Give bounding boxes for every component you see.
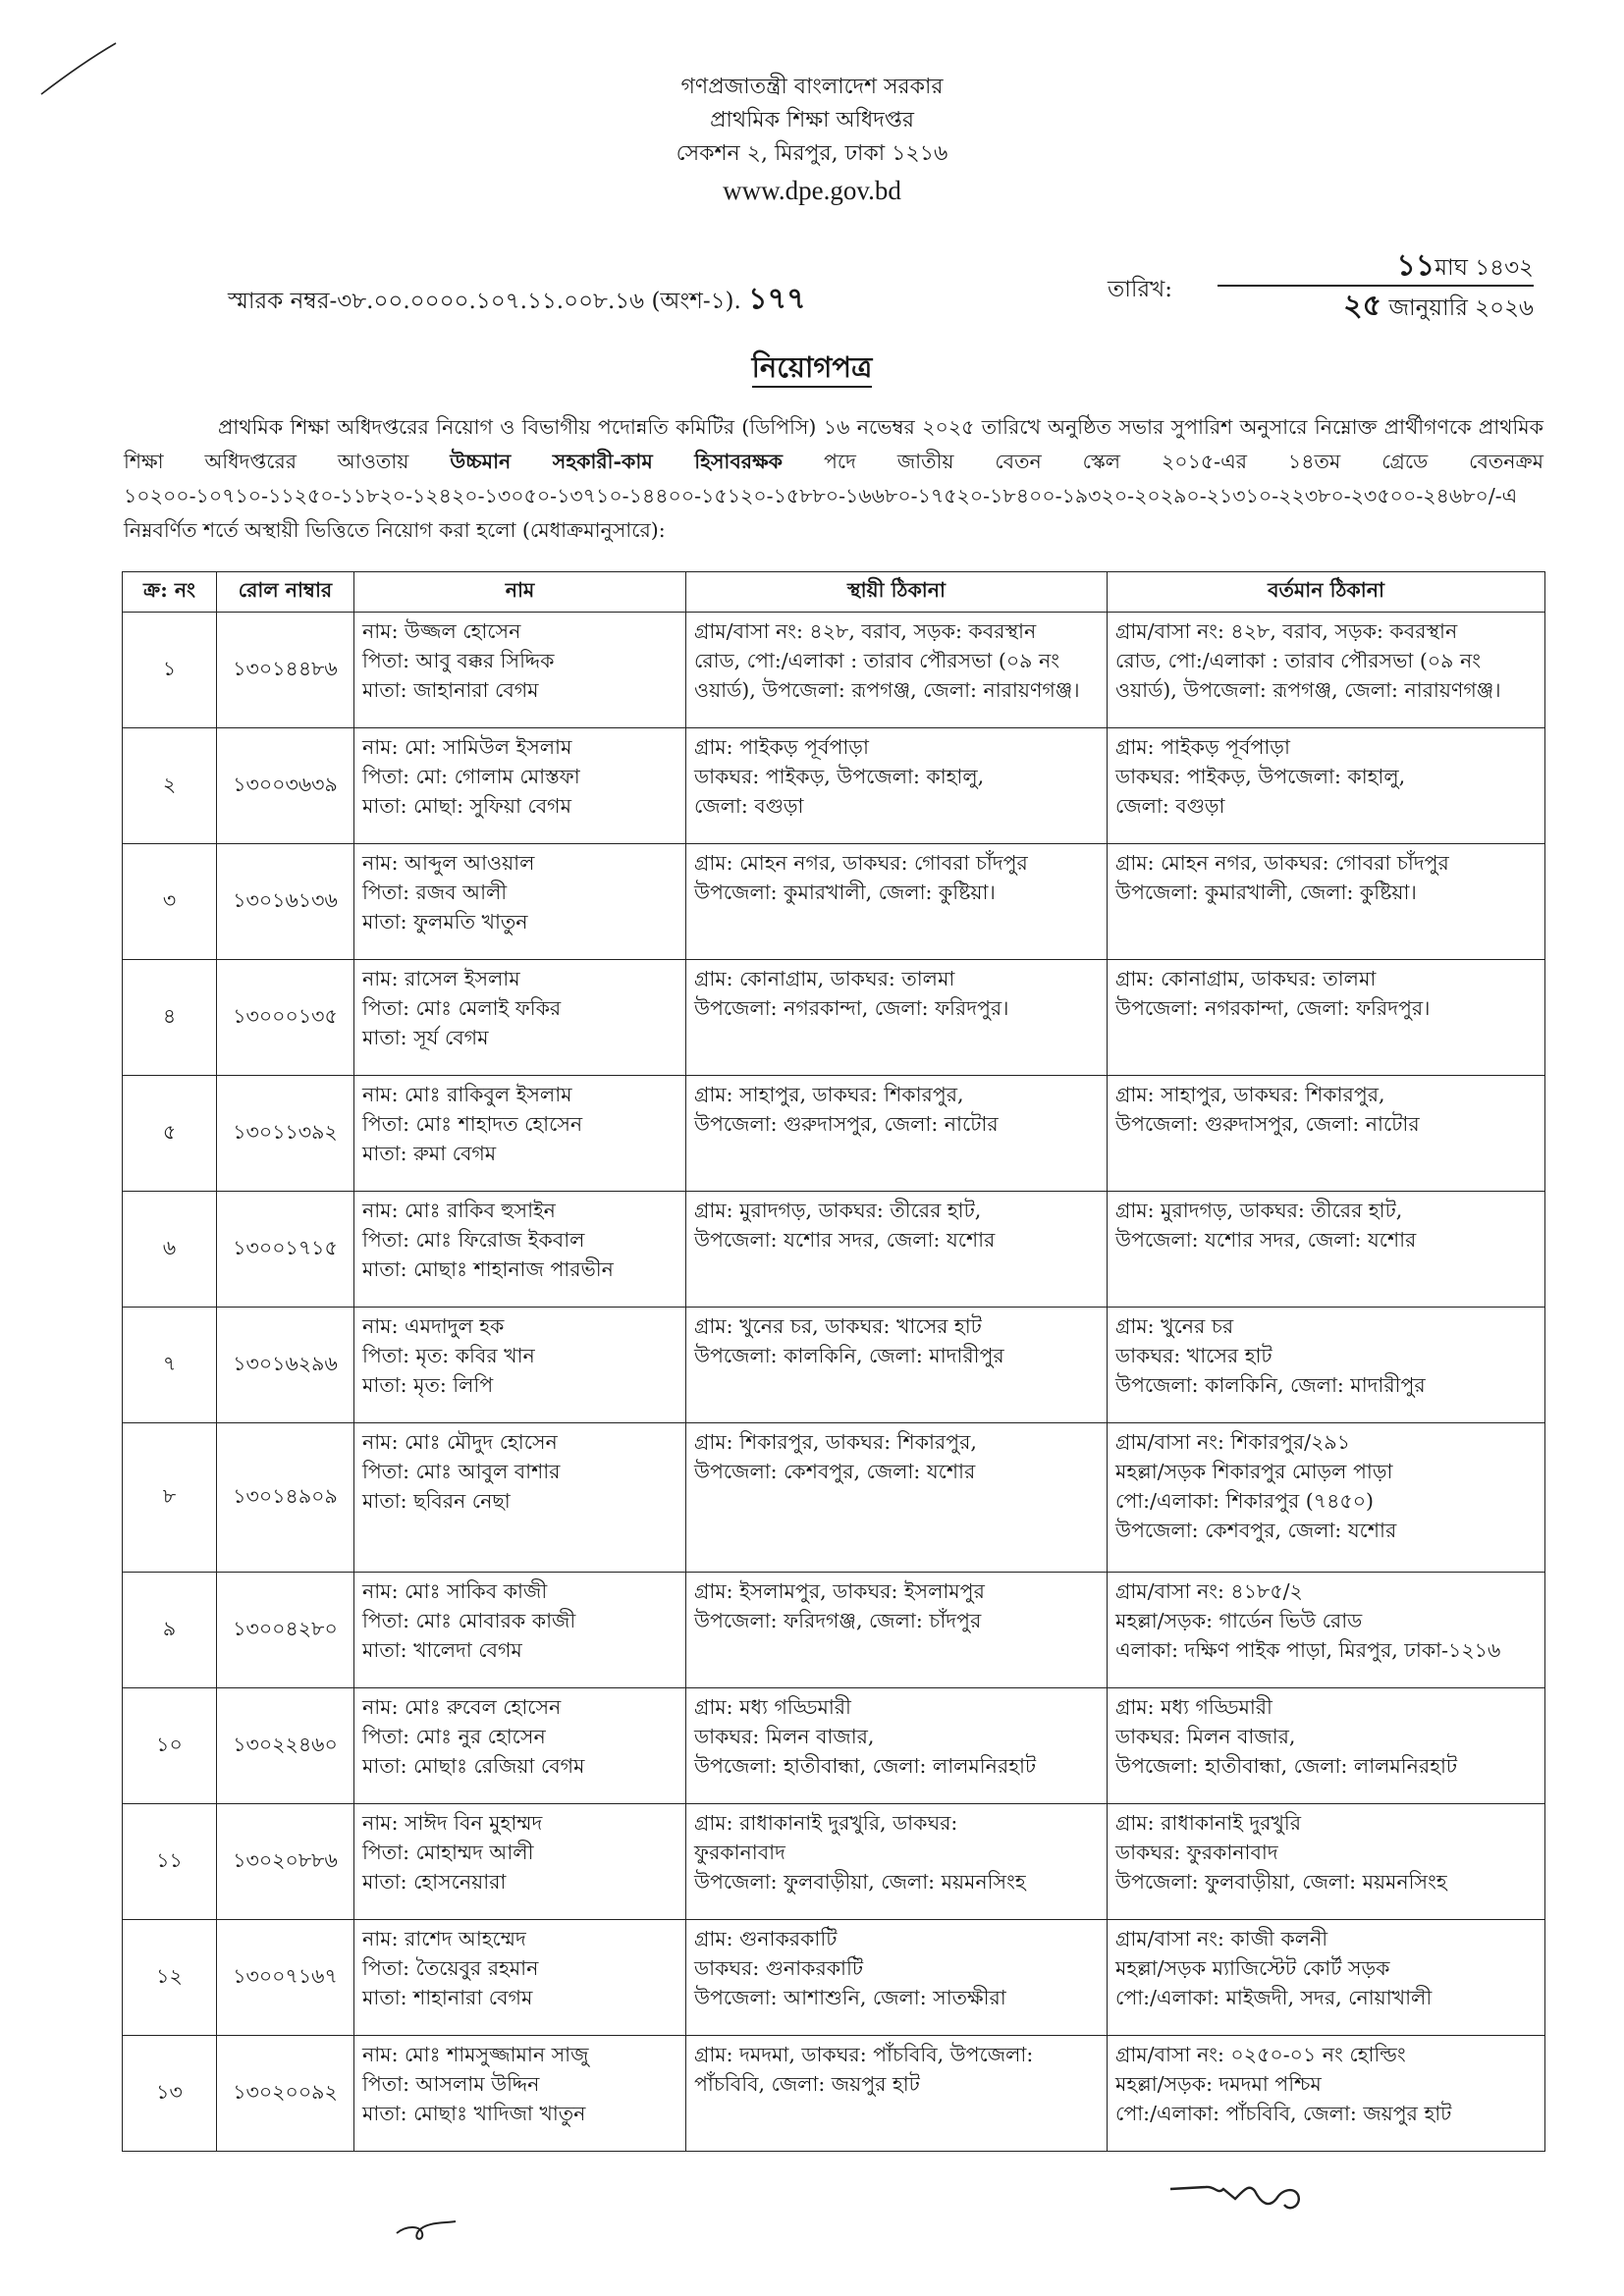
name-line: মাতা: ছবিরন নেছা (362, 1489, 511, 1513)
name-line: নাম: মো: সামিউল ইসলাম (362, 735, 572, 759)
address-line: গ্রাম: কোনাগ্রাম, ডাকঘর: তালমা (694, 967, 955, 990)
address-line: পাঁচবিবি, জেলা: জয়পুর হাট (694, 2072, 920, 2096)
bangla-month-year: মাঘ ১৪৩২ (1435, 255, 1534, 281)
name-line: পিতা: মোঃ মোবারক কাজী (362, 1609, 576, 1632)
name-line: পিতা: মোঃ নুর হোসেন (362, 1725, 546, 1748)
name-cell (354, 1804, 686, 1920)
name-line: মাতা: জাহানারা বেগম (362, 678, 539, 702)
address-line: ওয়ার্ড), উপজেলা: রূপগঞ্জ, জেলা: নারায়ণগঞ্জ। (1115, 678, 1501, 702)
table-row (123, 613, 1545, 728)
intro-post-name: উচ্চমান সহকারী-কাম হিসাবরক্ষক (450, 450, 784, 473)
serial-cell: ৬ (123, 1192, 217, 1308)
permanent-address-cell (686, 1573, 1108, 1688)
roll-cell: ১৩০১১৩৯২ (217, 1076, 354, 1192)
name-line: নাম: মোঃ রাকিবুল ইসলাম (362, 1083, 572, 1106)
name-line: মাতা: মোছাঃ শাহানাজ পারভীন (362, 1257, 614, 1281)
english-date (1218, 287, 1534, 326)
name-cell (354, 1573, 686, 1688)
serial-cell: ৫ (123, 1076, 217, 1192)
present-address-cell (1108, 728, 1545, 844)
permanent-address-cell (686, 1688, 1108, 1804)
header-serial: ক্র: নং (123, 572, 217, 613)
address-line: গ্রাম: গুনাকরকাটি (694, 1927, 838, 1950)
memo-reference (228, 275, 806, 325)
name-cell (354, 960, 686, 1076)
name-line: মাতা: সূর্য বেগম (362, 1026, 489, 1049)
address-line: উপজেলা: ফুলবাড়ীয়া, জেলা: ময়মনসিংহ (1115, 1870, 1447, 1894)
name-line: নাম: এমদাদুল হক (362, 1314, 505, 1338)
name-line: মাতা: মোছাঃ খাদিজা খাতুন (362, 2102, 586, 2125)
address-line: গ্রাম/বাসা নং: ০২৫০-০১ নং হোল্ডিং (1115, 2043, 1406, 2066)
roll-cell: ১৩০০৪২৮০ (217, 1573, 354, 1688)
name-line: নাম: রাশেদ আহম্মেদ (362, 1927, 526, 1950)
english-month-year: জানুয়ারি ২০২৬ (1388, 295, 1534, 321)
name-line: পিতা: রজব আলী (362, 881, 508, 904)
address-line: গ্রাম/বাসা নং: ৪২৮, বরাব, সড়ক: কবরস্থান (694, 619, 1037, 643)
name-line: মাতা: মৃত: লিপি (362, 1373, 494, 1397)
address-line: ডাকঘর: গুনাকরকাটি (694, 1956, 864, 1980)
address-line: উপজেলা: ফুলবাড়ীয়া, জেলা: ময়মনসিংহ (694, 1870, 1026, 1894)
present-address-cell (1108, 613, 1545, 728)
present-address-cell (1108, 2036, 1545, 2152)
permanent-address-cell (686, 2036, 1108, 2152)
website-link[interactable]: www.dpe.gov.bd (723, 176, 901, 205)
address-line: এলাকা: দক্ষিণ পাইক পাড়া, মিরপুর, ঢাকা-১২১৬ (1115, 1638, 1501, 1662)
date-block (1218, 247, 1534, 326)
address-line: মহল্লা/সড়ক ম্যাজিস্টেট কোর্ট সড়ক (1115, 1956, 1390, 1980)
signature-scribble (1166, 2169, 1314, 2222)
table-row (123, 1688, 1545, 1804)
roll-cell: ১৩০১৬১৩৬ (217, 844, 354, 960)
address-line: উপজেলা: হাতীবান্ধা, জেলা: লালমনিরহাট (694, 1754, 1037, 1778)
address-line: গ্রাম: পাইকড় পূর্বপাড়া (1115, 735, 1290, 759)
bangla-date (1218, 247, 1534, 285)
permanent-address-cell (686, 1192, 1108, 1308)
address-line: গ্রাম/বাসা নং: কাজী কলনী (1115, 1927, 1328, 1950)
roll-cell: ১৩০১৪৪৮৬ (217, 613, 354, 728)
present-address-cell (1108, 1423, 1545, 1573)
name-line: নাম: মোঃ রুবেল হোসেন (362, 1695, 562, 1719)
present-address-cell (1108, 1688, 1545, 1804)
serial-cell: ১১ (123, 1804, 217, 1920)
english-day: ২৫ (1343, 289, 1382, 323)
address-line: গ্রাম: খুনের চর (1115, 1314, 1234, 1338)
address-line: গ্রাম: মুরাদগড়, ডাকঘর: তীরের হাট, (694, 1199, 982, 1222)
address-line: গ্রাম/বাসা নং: ৪২৮, বরাব, সড়ক: কবরস্থান (1115, 619, 1458, 643)
table-row (123, 844, 1545, 960)
present-address-cell (1108, 1076, 1545, 1192)
address-line: পো:/এলাকা: শিকারপুর (৭৪৫০) (1115, 1489, 1375, 1513)
name-line: মাতা: হোসনেয়ারা (362, 1870, 507, 1894)
name-line: পিতা: মোঃ আবুল বাশার (362, 1460, 561, 1483)
document-title (0, 346, 1624, 394)
header-permanent-address: স্থায়ী ঠিকানা (686, 572, 1108, 613)
document-title-text: নিয়োগপত্র (752, 350, 873, 388)
table-header-row (123, 572, 1545, 613)
address-line: পো:/এলাকা: মাইজদী, সদর, নোয়াখালী (1115, 1986, 1433, 2009)
permanent-address-cell (686, 1076, 1108, 1192)
table-body (123, 613, 1545, 2152)
address-line: উপজেলা: হাতীবান্ধা, জেলা: লালমনিরহাট (1115, 1754, 1458, 1778)
address-line: গ্রাম: মধ্য গড্ডিমারী (694, 1695, 851, 1719)
name-line: নাম: রাসেল ইসলাম (362, 967, 520, 990)
header-present-address: বর্তমান ঠিকানা (1108, 572, 1545, 613)
name-cell (354, 1192, 686, 1308)
name-line: মাতা: ফুলমতি খাতুন (362, 910, 528, 934)
roll-cell: ১৩০০০১৩৫ (217, 960, 354, 1076)
present-address-cell (1108, 960, 1545, 1076)
name-line: নাম: উজ্জল হোসেন (362, 619, 521, 643)
address-line: উপজেলা: কালকিনি, জেলা: মাদারীপুর (694, 1344, 1004, 1367)
office-address: সেকশন ২, মিরপুর, ঢাকা ১২১৬ (676, 141, 948, 166)
present-address-cell (1108, 1920, 1545, 2036)
name-line: মাতা: মোছাঃ রেজিয়া বেগম (362, 1754, 585, 1778)
permanent-address-cell (686, 1920, 1108, 2036)
address-line: গ্রাম/বাসা নং: শিকারপুর/২৯১ (1115, 1430, 1351, 1454)
permanent-address-cell (686, 960, 1108, 1076)
memo-ref-number: ১৭৭ (748, 282, 806, 316)
address-line: ফুরকানাবাদ (694, 1841, 785, 1864)
serial-cell: ৪ (123, 960, 217, 1076)
address-line: উপজেলা: কেশবপুর, জেলা: যশোর (1115, 1519, 1397, 1542)
address-line: উপজেলা: কেশবপুর, জেলা: যশোর (694, 1460, 976, 1483)
serial-cell: ১০ (123, 1688, 217, 1804)
present-address-cell (1108, 1308, 1545, 1423)
name-line: পিতা: মৃত: কবির খান (362, 1344, 535, 1367)
permanent-address-cell (686, 1804, 1108, 1920)
address-line: ওয়ার্ড), উপজেলা: রূপগঞ্জ, জেলা: নারায়ণগঞ্জ। (694, 678, 1080, 702)
address-line: গ্রাম: রাধাকানাই দুরখুরি, ডাকঘর: (694, 1811, 958, 1835)
address-line: গ্রাম: দমদমা, ডাকঘর: পাঁচবিবি, উপজেলা: (694, 2043, 1034, 2066)
name-line: নাম: আব্দুল আওয়াল (362, 851, 535, 875)
address-line: গ্রাম: পাইকড় পূর্বপাড়া (694, 735, 869, 759)
name-cell (354, 844, 686, 960)
roll-cell: ১৩০০৭১৬৭ (217, 1920, 354, 2036)
permanent-address-cell (686, 844, 1108, 960)
address-line: ডাকঘর: ফুরকানাবাদ (1115, 1841, 1278, 1864)
table-row (123, 1076, 1545, 1192)
address-line: ডাকঘর: পাইকড়, উপজেলা: কাহালু, (694, 765, 985, 788)
initial-scribble (393, 2217, 461, 2247)
address-line: উপজেলা: গুরুদাসপুর, জেলা: নাটোর (694, 1112, 999, 1136)
table-row (123, 1920, 1545, 2036)
address-line: গ্রাম: মুরাদগড়, ডাকঘর: তীরের হাট, (1115, 1199, 1403, 1222)
address-line: গ্রাম: ইসলামপুর, ডাকঘর: ইসলামপুর (694, 1579, 985, 1603)
name-cell (354, 2036, 686, 2152)
table-row (123, 1573, 1545, 1688)
present-address-cell (1108, 1192, 1545, 1308)
table-row (123, 2036, 1545, 2152)
address-line: ডাকঘর: খাসের হাট (1115, 1344, 1272, 1367)
header-roll: রোল নাম্বার (217, 572, 354, 613)
address-line: উপজেলা: গুরুদাসপুর, জেলা: নাটোর (1115, 1112, 1420, 1136)
address-line: গ্রাম: শিকারপুর, ডাকঘর: শিকারপুর, (694, 1430, 977, 1454)
table-row (123, 1308, 1545, 1423)
address-line: উপজেলা: নগরকান্দা, জেলা: ফরিদপুর। (694, 996, 1009, 1020)
name-cell (354, 1920, 686, 2036)
name-cell (354, 1308, 686, 1423)
permanent-address-cell (686, 613, 1108, 728)
address-line: গ্রাম/বাসা নং: ৪১৮৫/২ (1115, 1579, 1303, 1603)
address-line: গ্রাম: সাহাপুর, ডাকঘর: শিকারপুর, (694, 1083, 964, 1106)
name-line: পিতা: আবু বক্কর সিদ্দিক (362, 649, 555, 672)
name-line: নাম: মোঃ সাকিব কাজী (362, 1579, 548, 1603)
letterhead (0, 71, 1624, 210)
name-line: পিতা: মোঃ শাহাদত হোসেন (362, 1112, 583, 1136)
table-row (123, 1423, 1545, 1573)
address-line: উপজেলা: ফরিদগঞ্জ, জেলা: চাঁদপুর (694, 1609, 982, 1632)
address-line: উপজেলা: কালকিনি, জেলা: মাদারীপুর (1115, 1373, 1426, 1397)
serial-cell: ৯ (123, 1573, 217, 1688)
address-line: জেলা: বগুড়া (694, 794, 804, 818)
roll-cell: ১৩০০৩৬৩৯ (217, 728, 354, 844)
name-line: পিতা: মোহাম্মদ আলী (362, 1841, 534, 1864)
address-line: গ্রাম: খুনের চর, ডাকঘর: খাসের হাট (694, 1314, 982, 1338)
name-line: পিতা: মোঃ ফিরোজ ইকবাল (362, 1228, 585, 1252)
serial-cell: ১২ (123, 1920, 217, 2036)
name-line: নাম: মোঃ রাকিব হুসাইন (362, 1199, 556, 1222)
government-name: গণপ্রজাতন্ত্রী বাংলাদেশ সরকার (680, 75, 944, 99)
name-cell (354, 1688, 686, 1804)
roll-cell: ১৩০১৬২৯৬ (217, 1308, 354, 1423)
header-name: নাম (354, 572, 686, 613)
name-line: মাতা: খালেদা বেগম (362, 1638, 522, 1662)
roll-cell: ১৩০২০০৯২ (217, 2036, 354, 2152)
name-cell (354, 613, 686, 728)
address-line: রোড, পো:/এলাকা : তারাব পৌরসভা (০৯ নং (1115, 649, 1482, 672)
serial-cell: ১ (123, 613, 217, 728)
address-line: উপজেলা: কুমারখালী, জেলা: কুষ্টিয়া। (1115, 881, 1417, 904)
name-line: পিতা: তৈয়েবুর রহমান (362, 1956, 539, 1980)
name-cell (354, 1076, 686, 1192)
name-line: মাতা: মোছা: সুফিয়া বেগম (362, 794, 571, 818)
table-row (123, 1804, 1545, 1920)
memo-ref-prefix: স্মারক নম্বর-৩৮.০০.০০০০.১০৭.১১.০০৮.১৬ (অংশ-১). (228, 289, 741, 314)
serial-cell: ১৩ (123, 2036, 217, 2152)
table-row (123, 1192, 1545, 1308)
name-line: মাতা: শাহানারা বেগম (362, 1986, 533, 2009)
address-line: ডাকঘর: মিলন বাজার, (694, 1725, 875, 1748)
present-address-cell (1108, 1804, 1545, 1920)
signature (1166, 2169, 1314, 2231)
name-line: পিতা: আসলাম উদ্দিন (362, 2072, 540, 2096)
address-line: রোড, পো:/এলাকা : তারাব পৌরসভা (০৯ নং (694, 649, 1060, 672)
address-line: গ্রাম: কোনাগ্রাম, ডাকঘর: তালমা (1115, 967, 1377, 990)
serial-cell: ৭ (123, 1308, 217, 1423)
permanent-address-cell (686, 1308, 1108, 1423)
present-address-cell (1108, 1573, 1545, 1688)
name-line: নাম: মোঃ মৌদুদ হোসেন (362, 1430, 558, 1454)
address-line: উপজেলা: আশাশুনি, জেলা: সাতক্ষীরা (694, 1986, 1006, 2009)
name-line: নাম: মোঃ শামসুজ্জামান সাজু (362, 2043, 589, 2066)
roll-cell: ১৩০২২৪৬০ (217, 1688, 354, 1804)
serial-cell: ২ (123, 728, 217, 844)
bangla-day: ১১ (1396, 248, 1435, 283)
table-row (123, 960, 1545, 1076)
serial-cell: ৩ (123, 844, 217, 960)
serial-cell: ৮ (123, 1423, 217, 1573)
address-line: গ্রাম: মধ্য গড্ডিমারী (1115, 1695, 1272, 1719)
address-line: ডাকঘর: পাইকড়, উপজেলা: কাহালু, (1115, 765, 1406, 788)
name-line: পিতা: মোঃ মেলাই ফকির (362, 996, 562, 1020)
name-cell (354, 1423, 686, 1573)
address-line: ডাকঘর: মিলন বাজার, (1115, 1725, 1296, 1748)
name-line: নাম: সাঈদ বিন মুহাম্মদ (362, 1811, 543, 1835)
name-line: পিতা: মো: গোলাম মোস্তফা (362, 765, 580, 788)
name-line: মাতা: রুমা বেগম (362, 1142, 497, 1165)
address-line: উপজেলা: যশোর সদর, জেলা: যশোর (694, 1228, 996, 1252)
roll-cell: ১৩০০১৭১৫ (217, 1192, 354, 1308)
address-line: গ্রাম: রাধাকানাই দুরখুরি (1115, 1811, 1302, 1835)
address-line: উপজেলা: কুমারখালী, জেলা: কুষ্টিয়া। (694, 881, 996, 904)
address-line: মহল্লা/সড়ক: দমদমা পশ্চিম (1115, 2072, 1322, 2096)
address-line: জেলা: বগুড়া (1115, 794, 1225, 818)
intro-part2: পদে জাতীয় বেতন স্কেল ২০১৫-এর ১৪তম গ্রেডে বেতনক্রম ১০২০০-১০৭১০-১১২৫০-১১৮২০-১২৪২০-১৩০৫০-১৩৭১০-১৪৪০০-১৫১২০-১৫৮৮০-১৬৬৮০-১৭৫২০-১৮৪০০-১৯৩২০-২০২৯০-২১৩১০-২২৩৮০-২৩৫০০-২৪৬৮০/-এ নিম্নবর্ণিত শর্তে অস্থায়ী ভিত্তিতে নিয়োগ করা হলো (মেধাক্রমানুসারে): (124, 450, 1543, 542)
intro-part1: প্রাথমিক শিক্ষা অধিদপ্তরের নিয়োগ ও বিভাগীয় পদোন্নতি কমিটির (ডিপিসি) ১৬ নভেম্বর ২০২৫ তারিখে অনুষ্ঠিত সভার সুপারিশ অনুসারে নিম্নোক্ত প্রার্থীগণকে প্রাথমিক শিক্ষা অধিদপ্তরের আওতায় (124, 415, 1543, 473)
table-row (123, 728, 1545, 844)
address-line: গ্রাম: মোহন নগর, ডাকঘর: গোবরা চাঁদপুর (1115, 851, 1449, 875)
department-name: প্রাথমিক শিক্ষা অধিদপ্তর (710, 108, 914, 133)
address-line: পো:/এলাকা: পাঁচবিবি, জেলা: জয়পুর হাট (1115, 2102, 1452, 2125)
present-address-cell (1108, 844, 1545, 960)
permanent-address-cell (686, 1423, 1108, 1573)
date-label: তারিখ: (1108, 277, 1173, 302)
address-line: গ্রাম: সাহাপুর, ডাকঘর: শিকারপুর, (1115, 1083, 1385, 1106)
name-cell (354, 728, 686, 844)
address-line: উপজেলা: যশোর সদর, জেলা: যশোর (1115, 1228, 1417, 1252)
appointee-table (122, 571, 1545, 2152)
permanent-address-cell (686, 728, 1108, 844)
roll-cell: ১৩০২০৮৮৬ (217, 1804, 354, 1920)
initial-mark (393, 2216, 461, 2256)
address-line: গ্রাম: মোহন নগর, ডাকঘর: গোবরা চাঁদপুর (694, 851, 1028, 875)
intro-paragraph (124, 410, 1543, 548)
address-line: উপজেলা: নগরকান্দা, জেলা: ফরিদপুর। (1115, 996, 1431, 1020)
address-line: মহল্লা/সড়ক: গার্ডেন ভিউ রোড (1115, 1609, 1363, 1632)
roll-cell: ১৩০১৪৯০৯ (217, 1423, 354, 1573)
address-line: মহল্লা/সড়ক শিকারপুর মোড়ল পাড়া (1115, 1460, 1393, 1483)
